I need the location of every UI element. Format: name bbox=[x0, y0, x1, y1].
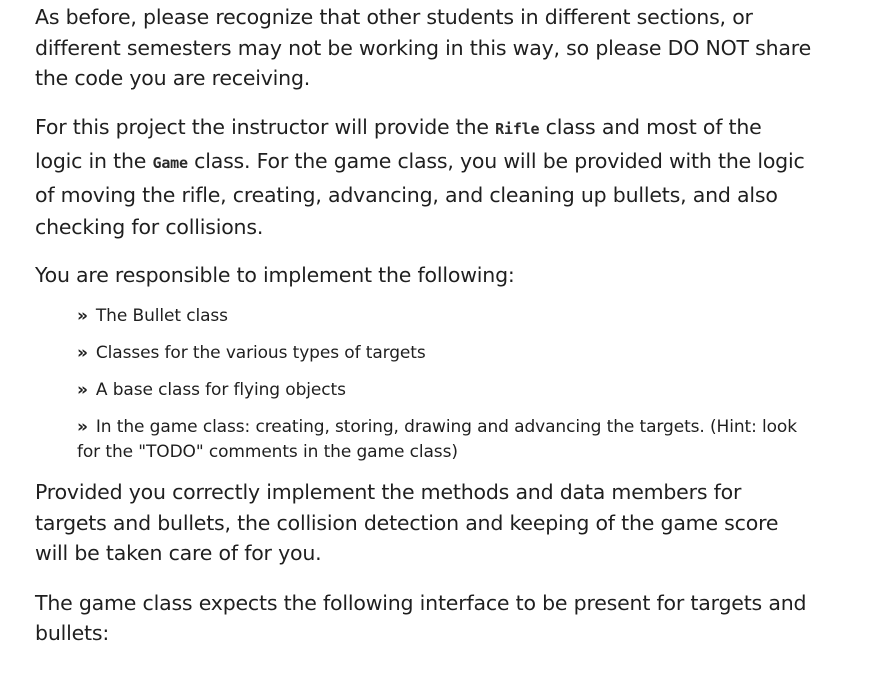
list-item-text: In the game class: creating, storing, drawing and advancing the targets. (Hint: look for the "TODO" comments in the game class) bbox=[77, 417, 797, 462]
chevron-bullet-icon: » bbox=[77, 306, 88, 326]
text-fragment: class and most of the logic in the bbox=[35, 114, 762, 173]
list-item-text: The Bullet class bbox=[95, 306, 228, 326]
paragraph-interface-intro: The game class expects the following interface to be present for targets and bullets: bbox=[35, 590, 807, 645]
list-item-text: Classes for the various types of targets bbox=[95, 343, 426, 363]
list-item-text: A base class for flying objects bbox=[95, 380, 346, 400]
code-game: Game bbox=[152, 153, 188, 172]
list-item bbox=[77, 378, 797, 403]
text-fragment: For this project the instructor will provide the bbox=[35, 114, 496, 139]
task-list bbox=[77, 304, 797, 465]
chevron-bullet-icon: » bbox=[77, 380, 88, 400]
document-body bbox=[35, 2, 815, 649]
paragraph-sharing-notice: As before, please recognize that other students in different sections, or different semesters may not be working in this way, so please DO NOT share the code you are receiving. bbox=[35, 5, 811, 90]
paragraph-project-description bbox=[35, 111, 815, 243]
text-fragment: class. For the game class, you will be provided with the logic of moving the rifle, creating, advancing, and cleaning up bullets, and also checking for collisions. bbox=[35, 148, 805, 239]
paragraph-collision-note: Provided you correctly implement the methods and data members for targets and bullets, the collision detection and keeping of the game score will be taken care of for you. bbox=[35, 480, 779, 565]
chevron-bullet-icon: » bbox=[77, 343, 88, 363]
code-rifle: Rifle bbox=[495, 119, 540, 138]
list-item bbox=[77, 304, 797, 329]
list-item bbox=[77, 341, 797, 366]
chevron-bullet-icon: » bbox=[77, 417, 88, 437]
list-item bbox=[77, 415, 797, 465]
paragraph-responsibilities-intro: You are responsible to implement the following: bbox=[35, 262, 515, 287]
